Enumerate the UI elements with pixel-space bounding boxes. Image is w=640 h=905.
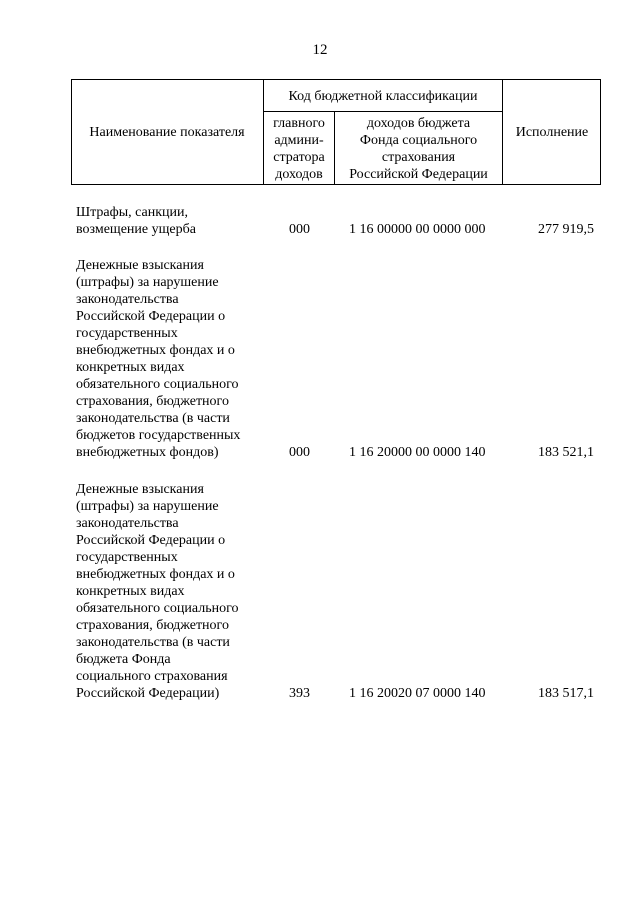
row-3-name (76, 481, 276, 702)
row-3-value: 183 517,1 (538, 686, 594, 701)
header-income-line: Фонда социального (359, 133, 478, 148)
row-2-code: 1 16 20000 00 0000 140 (349, 445, 486, 460)
row-name-line: страхования, бюджетного (76, 618, 229, 633)
row-name-line: Денежные взыскания (76, 258, 204, 273)
header-code-group: Код бюджетной классификации (288, 89, 478, 104)
header-income-line: страхования (381, 150, 456, 165)
row-1-code: 1 16 00000 00 0000 000 (349, 222, 486, 237)
row-name-line: конкретных видах (76, 584, 185, 599)
header-name: Наименование показателя (89, 125, 245, 140)
row-name-line: законодательства (в части (76, 635, 230, 650)
row-2-value: 183 521,1 (538, 445, 594, 460)
header-admin (264, 115, 334, 183)
row-1-admin: 000 (289, 222, 310, 237)
row-2-admin: 000 (289, 445, 310, 460)
header-admin-line: доходов (275, 167, 323, 182)
row-3-code: 1 16 20020 07 0000 140 (349, 686, 486, 701)
row-name-line: внебюджетных фондов) (76, 445, 219, 460)
header-admin-line: главного (273, 116, 325, 131)
header-admin-line: админи- (274, 133, 324, 148)
row-name-line: (штрафы) за нарушение (76, 275, 219, 290)
row-name-line: социального страхования (76, 669, 228, 684)
row-name-line: законодательства (76, 292, 179, 307)
row-name-line: бюджета Фонда (76, 652, 171, 667)
row-name-line: (штрафы) за нарушение (76, 499, 219, 514)
row-name-line: обязательного социального (76, 601, 239, 616)
row-name-line: внебюджетных фондах и о (76, 343, 235, 358)
row-name-line: Российской Федерации) (76, 686, 220, 701)
row-name-line: законодательства (в части (76, 411, 230, 426)
header-income (335, 115, 502, 183)
row-name-line: конкретных видах (76, 360, 185, 375)
row-name-line: Денежные взыскания (76, 482, 204, 497)
row-name-line: обязательного социального (76, 377, 239, 392)
row-3-admin: 393 (289, 686, 310, 701)
header-income-line: доходов бюджета (366, 116, 471, 131)
row-name-line: государственных (76, 326, 178, 341)
row-name-line: Российской Федерации о (76, 309, 226, 324)
row-1-name (76, 204, 276, 238)
divider (263, 111, 503, 112)
row-name-line: страхования, бюджетного (76, 394, 229, 409)
row-name-line: возмещение ущерба (76, 222, 196, 237)
row-1-value: 277 919,5 (538, 222, 594, 237)
header-income-line: Российской Федерации (349, 167, 488, 182)
header-exec: Исполнение (515, 125, 589, 140)
row-2-name (76, 257, 276, 461)
row-name-line: бюджетов государственных (76, 428, 241, 443)
row-name-line: Штрафы, санкции, (76, 205, 188, 220)
header-admin-line: стратора (273, 150, 325, 165)
page-number: 12 (312, 42, 328, 58)
row-name-line: государственных (76, 550, 178, 565)
row-name-line: Российской Федерации о (76, 533, 226, 548)
row-name-line: внебюджетных фондах и о (76, 567, 235, 582)
row-name-line: законодательства (76, 516, 179, 531)
